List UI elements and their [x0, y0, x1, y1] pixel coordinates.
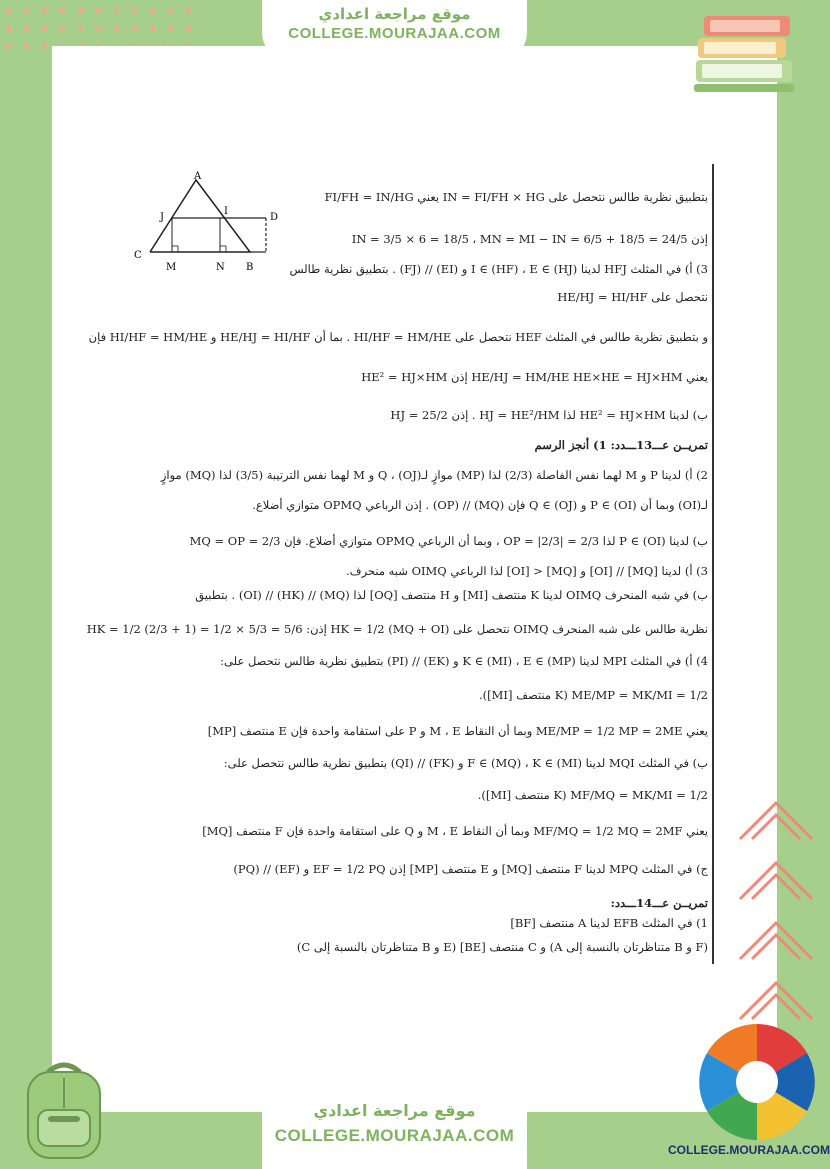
chevron-up-icon	[736, 855, 816, 905]
trapezoid-figure	[132, 171, 292, 276]
chevron-up-icon	[736, 795, 816, 845]
figure-label-d: D	[270, 212, 279, 223]
figure-label-n: N	[216, 262, 225, 273]
scanned-solution-sheet	[86, 160, 722, 968]
header-banner	[262, 0, 527, 62]
decorative-dot	[42, 44, 47, 49]
text-line: لـ(OI) وبما أن P ∈ (OI) و Q ∈ (OJ) فإن (MQ) // (OP) . إذن الرباعي OPMQ متوازي أضلاع.	[252, 498, 708, 512]
text-line: نظرية طالس على شبه المنحرف OIMQ نتحصل على HK = 1/2 (MQ + OI) إذن: HK = 1/2 (2/3 + 1) = 1/2 × 5/3 = 5/6	[86, 622, 708, 636]
text-line: 4) أ) في المثلث MPI لدينا K ∈ (MI) ، E ∈ (MP) و (EK) // (PI) بتطبيق نظرية طالس نتحصل على:	[220, 654, 708, 668]
figure-label-j: J	[160, 212, 165, 223]
text-line: يعني ME/MP = 1/2 MP = 2ME وبما أن النقاط M ، E و P على استقامة واحدة فإن E منتصف [MP]	[207, 724, 708, 738]
footer-banner	[262, 1085, 527, 1169]
decorative-dot	[78, 8, 83, 13]
text-line: 2) أ) لدينا P و M لهما نفس الفاصلة (2/3) لذا (MP) موازٍ لـ(OJ) ، Q و M لهما نفس الترتيبة (3/5) لذا (MQ) موازٍ	[160, 468, 708, 482]
text-line: ج) في المثلث MPQ لدينا F منتصف [MQ] و E منتصف [MP] إذن EF = 1/2 PQ و (EF) // (PQ)	[233, 862, 708, 876]
text-line: 3) أ) في المثلث HFJ لدينا I ∈ (HF) ، E ∈ (HJ) و (EI) // (FJ) . بتطبيق نظرية طالس	[289, 262, 708, 276]
exercise-14-heading: تمريــن عـــ14ـــدد:	[610, 896, 708, 910]
figure-label-b: B	[246, 262, 254, 273]
margin-rule	[712, 164, 714, 964]
backpack-icon	[18, 1058, 110, 1162]
text-line: إذن IN = 3/5 × 6 = 18/5 ، MN = MI − IN = 6/5 + 18/5 = 24/5	[351, 232, 708, 246]
chevron-up-icon	[736, 975, 816, 1025]
decorative-dot	[168, 26, 173, 31]
decorative-dot	[78, 26, 83, 31]
text-line: ب) في شبه المنحرف OIMQ لدينا K منتصف [MI] و H منتصف [OQ] لذا (MQ) // (HK) // (OI) . بتطبيق	[195, 588, 708, 602]
decorative-dot	[6, 8, 11, 13]
decorative-dot	[6, 44, 11, 49]
figure-label-m: M	[166, 262, 177, 273]
chevron-up-icon	[736, 915, 816, 965]
decorative-dot	[24, 44, 29, 49]
decorative-dot	[24, 26, 29, 31]
decorative-dot	[150, 26, 155, 31]
decorative-dot	[60, 26, 65, 31]
exercise-13-heading: تمريــن عـــ13ـــدد: 1) أنجز الرسم	[534, 438, 708, 452]
decorative-dot	[114, 26, 119, 31]
text-line: يعني MF/MQ = 1/2 MQ = 2MF وبما أن النقاط M ، E و Q على استقامة واحدة فإن F منتصف [MQ]	[202, 824, 708, 838]
text-line: MF/MQ = MK/MI = 1/2 (K منتصف [MI]).	[477, 788, 708, 802]
text-line: ب) لدينا P ∈ (OI) لذا OP = |2/3| = 2/3 ، وبما أن الرباعي OPMQ متوازي أضلاع. فإن MQ = OP = 2/3	[189, 534, 708, 548]
text-line: بتطبيق نظرية طالس نتحصل على IN = FI/FH × HG يعني FI/FH = IN/HG	[324, 190, 708, 204]
decorative-dot	[168, 8, 173, 13]
decorative-dot	[186, 26, 191, 31]
text-line: 1) في المثلث EFB لدينا A منتصف [BF]	[510, 916, 708, 930]
figure-label-i: I	[224, 206, 228, 217]
figure-label-a: A	[194, 171, 202, 182]
header-site-name: موقع مراجعة اعدادي	[318, 5, 471, 23]
text-line: يعني HE/HJ = HM/HE HE×HE = HJ×HM إذن HE² = HJ×HM	[361, 370, 708, 384]
logo-site-url: COLLEGE.MOURAJAA.COM	[668, 1143, 830, 1157]
header-site-url[interactable]: COLLEGE.MOURAJAA.COM	[288, 25, 501, 42]
text-line: ب) لدينا HE² = HJ×HM لذا HJ = HE²/HM . إذن HJ = 25/2	[390, 408, 708, 422]
decorative-dot	[24, 8, 29, 13]
books-icon	[690, 10, 800, 96]
decorative-dot	[42, 8, 47, 13]
decorative-dot	[6, 26, 11, 31]
decorative-dot	[132, 8, 137, 13]
text-line: 3) أ) لدينا [MQ] // [OI] و [MQ] < [OI] لذا الرباعي OIMQ شبه منحرف.	[346, 564, 708, 578]
decorative-dot	[96, 26, 101, 31]
school-wheel-logo	[693, 1022, 821, 1144]
decorative-dot	[186, 8, 191, 13]
footer-site-name: موقع مراجعة اعدادي	[313, 1101, 476, 1120]
text-line: ب) في المثلث MQI لدينا F ∈ (MQ) ، K ∈ (MI) و (FK) // (QI) بتطبيق نظرية طالس نتحصل على:	[223, 756, 708, 770]
text-line: نتحصل على HE/HJ = HI/HF	[557, 290, 708, 304]
decorative-dot	[96, 8, 101, 13]
decorative-dot	[150, 8, 155, 13]
footer-site-url[interactable]: COLLEGE.MOURAJAA.COM	[274, 1126, 515, 1145]
decorative-dot	[60, 8, 65, 13]
decorative-dot	[42, 26, 47, 31]
text-line: ME/MP = MK/MI = 1/2 (K منتصف [MI]).	[478, 688, 708, 702]
decorative-dot	[132, 26, 137, 31]
figure-label-c: C	[134, 250, 142, 261]
text-line: و بتطبيق نظرية طالس في المثلث HEF نتحصل على HI/HF = HM/HE . بما أن HE/HJ = HI/HF و HI/HF = HM/HE فإن	[88, 330, 708, 344]
decorative-dot	[114, 8, 119, 13]
text-line: (F و B متناظرتان بالنسبة إلى A) و C منتصف [BE] (E و B متناظرتان بالنسبة إلى C)	[296, 940, 708, 954]
